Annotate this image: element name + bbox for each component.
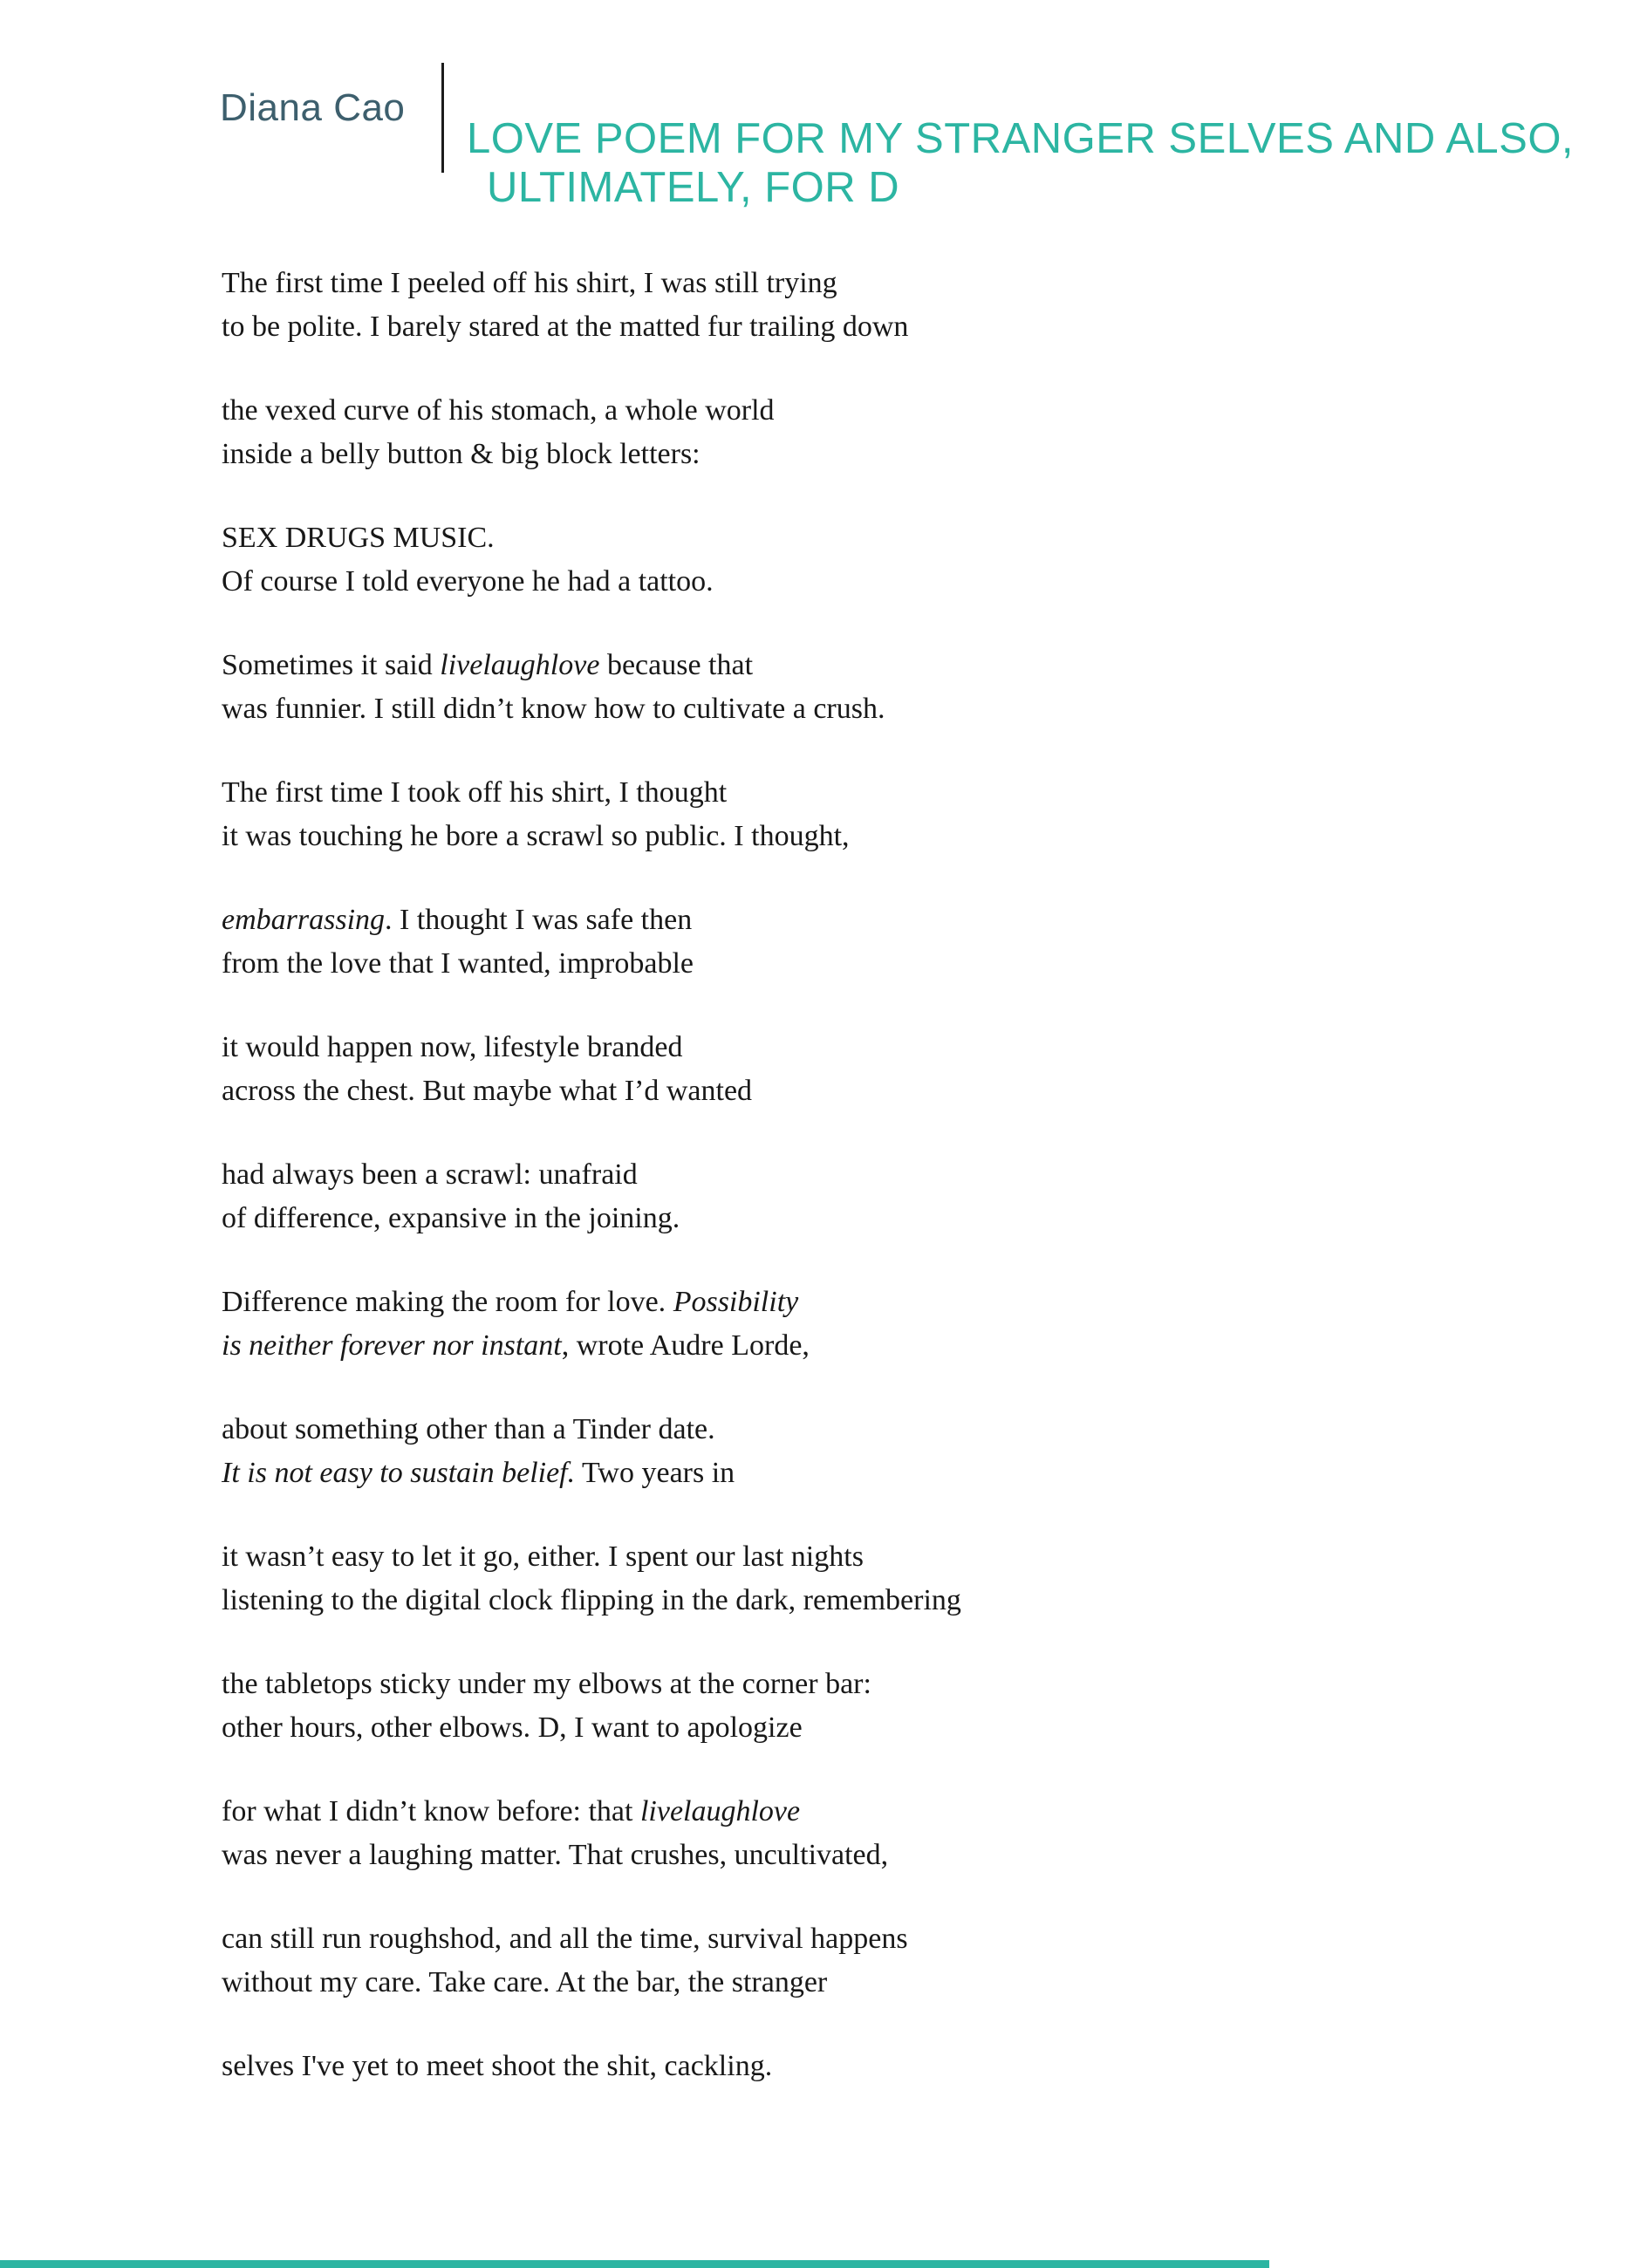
stanza [222, 1408, 1181, 1495]
poem-line [222, 522, 495, 554]
poem-line [222, 1923, 908, 1955]
poem-segment-italic: is neither forever nor instant [222, 1329, 562, 1362]
poem-line [222, 693, 885, 725]
header-divider-rule [441, 63, 444, 173]
stanza [222, 898, 1181, 986]
poem-segment-italic: livelaughlove [440, 649, 600, 681]
poem-line [222, 1031, 682, 1063]
poem-segment: listening to the digital clock flipping in the dark, remembering [222, 1584, 961, 1616]
poem-line [222, 1966, 827, 1998]
author-name: Diana Cao [220, 86, 406, 129]
poem-segment: Sometimes it said [222, 649, 441, 681]
stanza [222, 644, 1181, 731]
poem-segment: SEX DRUGS MUSIC. [222, 522, 495, 554]
poem-line [222, 776, 727, 809]
poem-segment: it would happen now, lifestyle branded [222, 1031, 683, 1063]
poem-segment: other hours, other elbows. D, I want to apologize [222, 1711, 803, 1744]
stanza [222, 1535, 1181, 1622]
poem-segment: inside a belly button & big block letters: [222, 438, 700, 470]
poem-line [222, 1286, 798, 1318]
poem-segment: from the love that I wanted, improbable [222, 947, 694, 980]
poem-segment: was never a laughing matter. That crushes, uncultivated, [222, 1839, 889, 1871]
stanza [222, 1281, 1181, 1368]
poem-segment: it was touching he bore a scrawl so public. I thought, [222, 820, 850, 852]
poem-segment: the vexed curve of his stomach, a whole world [222, 394, 775, 427]
poem-title [467, 114, 1574, 212]
poem-segment: can still run roughshod, and all the time, survival happens [222, 1923, 908, 1955]
stanza [222, 1663, 1181, 1750]
poem-line [222, 1075, 752, 1107]
poem-segment: because that [599, 649, 754, 681]
poem-line [222, 565, 714, 598]
poem-line [222, 1584, 961, 1616]
poem-line [222, 1839, 888, 1871]
stanza [222, 1790, 1181, 1877]
poem-segment: had always been a scrawl: unafraid [222, 1158, 638, 1191]
stanza [222, 516, 1181, 604]
poem-segment-italic: It is not easy to sustain belief. [222, 1457, 576, 1489]
poem-line [222, 267, 837, 299]
poem-segment: for what I didn’t know before: that [222, 1795, 640, 1827]
stanza [222, 1917, 1181, 2005]
stanza [222, 771, 1181, 858]
stanza [222, 389, 1181, 476]
stanza [222, 262, 1181, 349]
poem-segment: across the chest. But maybe what I’d wanted [222, 1075, 753, 1107]
poem-segment: was funnier. I still didn’t know how to cultivate a crush. [222, 693, 885, 725]
poem-line [222, 1413, 715, 1445]
poem-line [222, 1795, 800, 1827]
poem-segment: selves I've yet to meet shoot the shit, cackling. [222, 2050, 773, 2082]
poem-line [222, 1668, 871, 1700]
poem-line [222, 1202, 680, 1234]
poem-segment: about something other than a Tinder date. [222, 1413, 715, 1445]
poem-line [222, 311, 908, 343]
stanza [222, 1026, 1181, 1113]
poem-segment: Two years in [575, 1457, 735, 1489]
poem-segment: the tabletops sticky under my elbows at the corner bar: [222, 1668, 871, 1700]
poem-line [222, 394, 775, 427]
stanza [222, 2045, 1181, 2088]
poem-line [222, 1457, 735, 1489]
poem-segment: it wasn’t easy to let it go, either. I spent our last nights [222, 1540, 864, 1573]
poem-line [222, 1540, 864, 1573]
poem-line [222, 2050, 772, 2082]
poem-line [222, 438, 700, 470]
poem-line [222, 904, 692, 936]
poem-segment-italic: Possibility [673, 1286, 799, 1318]
poem-segment: to be polite. I barely stared at the matted fur trailing down [222, 311, 909, 343]
poem-line [222, 1158, 638, 1191]
poem-segment: Of course I told everyone he had a tattoo. [222, 565, 714, 598]
poem-segment: . I thought I was safe then [385, 904, 693, 936]
poem-line [222, 1329, 810, 1362]
poem-line [222, 947, 694, 980]
poem-segment: of difference, expansive in the joining. [222, 1202, 680, 1234]
poem-line [222, 1711, 803, 1744]
poem-title-line-1: LOVE POEM FOR MY STRANGER SELVES AND ALSO, [467, 115, 1575, 162]
poem-line [222, 649, 753, 681]
poem-line [222, 820, 850, 852]
poem-segment: The first time I peeled off his shirt, I was still trying [222, 267, 837, 299]
poem-segment-italic: livelaughlove [639, 1795, 801, 1827]
poem-title-line-2: ULTIMATELY, FOR D [487, 164, 900, 211]
poem-segment: The first time I took off his shirt, I thought [222, 776, 728, 809]
footer-accent-bar [0, 2260, 1269, 2268]
stanza [222, 1153, 1181, 1240]
poem-segment-italic: embarrassing [222, 904, 386, 936]
poem-body [222, 262, 1181, 2128]
poem-segment: without my care. Take care. At the bar, the stranger [222, 1966, 828, 1998]
poem-segment: Difference making the room for love. [222, 1286, 673, 1318]
poem-segment: , wrote Audre Lorde, [561, 1329, 810, 1362]
